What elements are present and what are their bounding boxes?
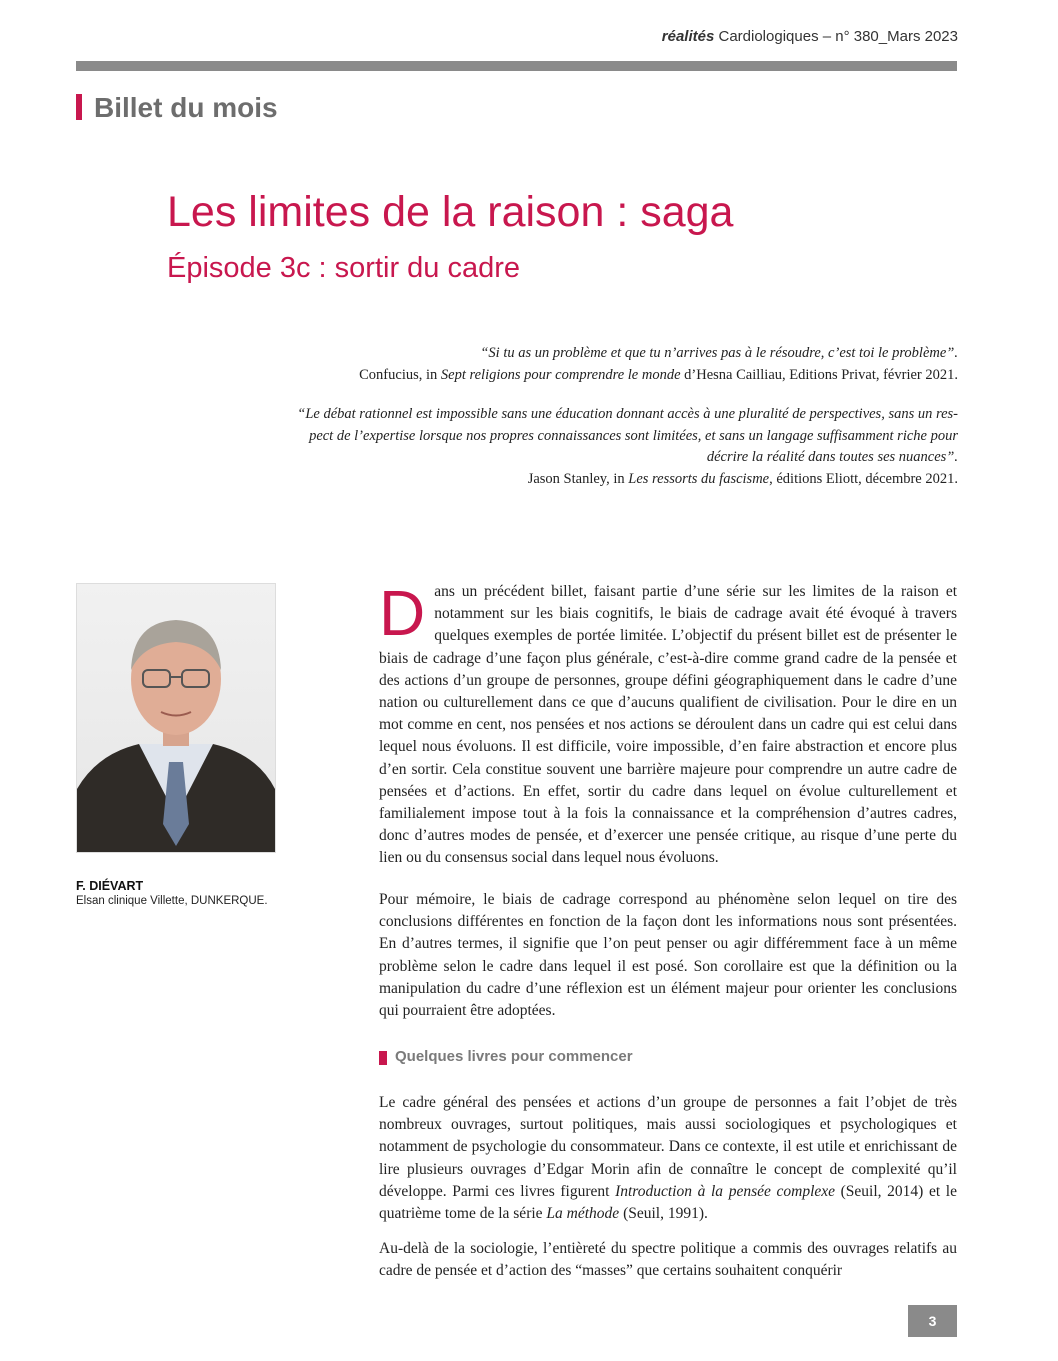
author-name: F. DIÉVART <box>76 879 144 893</box>
intro-paragraph <box>379 577 957 870</box>
paragraph-3: Le cadre général des pensées et actions d’un groupe de personnes a fait l’objet de très nombreux ouvrages, surtout politiques, mais aussi sociologiques et psychologiques et notamment de psychologie du consommateur. Dans ce contexte, il est utile et enrichissant de lire plusieurs ouvrages d’Edgar Morin afin de connaître le concept de complexité qu’il développe. Parmi ces livres figurent Introduction à la pensée complexe (Seuil, 2014) et le quatrième tome de la série La méthode (Seuil, 1991). <box>379 1094 957 1223</box>
epigraph-quote-1 <box>158 343 958 386</box>
quote-text-line: décrire la réalité dans toutes ses nuances”. <box>706 449 958 465</box>
section-label: Billet du mois <box>94 92 278 123</box>
quote-text-line: “Si tu as un problème et que tu n’arrives pas à le résoudre, c’est toi le problème”. <box>480 345 958 361</box>
quote-attribution: Jason Stanley, in Les ressorts du fascisme, éditions Eliott, décembre 2021. <box>527 470 958 487</box>
journal-name: réalités <box>661 28 715 45</box>
article-subtitle: Épisode 3c : sortir du cadre <box>167 252 521 284</box>
paragraph-2: Pour mémoire, le biais de cadrage correspond au phénomène selon lequel on tire des conclusions différentes en fonction de la façon dont les informations nous sont présentées. En d’autres termes, il signifie que l’on peut penser ou agir différemment face à un même problème selon le cadre dans lequel il est posé. Son corollaire est que la définition ou la manipulation du cadre d’une réflexion est un élément majeur pour orienter les conclusions qui pourraient être adoptées. <box>379 891 957 1020</box>
header-divider-bar <box>76 61 957 71</box>
quote-attribution: Confucius, in Sept religions pour comprendre le monde d’Hesna Cailliau, Editions Privat, février 2021. <box>359 366 958 383</box>
journal-header <box>662 28 958 45</box>
intro-text: ans un précédent billet, faisant partie d’une série sur les limites de la raison et notamment sur les biais cognitifs, le biais de cadrage avait été évoqué à travers quelques exemples de portée limitée. L’objectif du présent billet est de présenter le biais de cadrage d’une façon plus générale, c’est-à-dire comme grand cadre de la pensée et des actions d’un groupe de personnes, groupe défini géographiquement dans le cadre d’une nation ou culturellement dans ce que d’aucuns qualifient de civilisation. Pour le dire en un mot comme en cent, nos pensées et nos actions se déroulent dans un cadre qui est celui dans lequel nous évoluons. Il est difficile, voire impossible, d’en faire abstraction et encore plus d’en sortir. Cela constitue souvent une barrière majeure pour comprendre un autre cadre de pensées et d’actions. En effet, sortir du cadre dans lequel on évolue culturellement et familialement impose tout à la fois la connaissance et la compréhension d’autres cadres, donc d’autres modes de pensée, et d’exercer une pensée critique, au risque d’une perte du lien ou du consensus social dans lequel nous évoluons. <box>379 583 957 867</box>
epigraph-quote-2 <box>158 404 958 490</box>
author-photo <box>76 583 276 853</box>
subsection-label: Quelques livres pour commencer <box>395 1048 633 1065</box>
quote-text-line: pect de l’expertise lorsque nos propres connaissances sont limitées, et sans un langage suffisamment riche pour <box>309 427 958 444</box>
subsection-marker <box>379 1051 387 1065</box>
page-number: 3 <box>908 1305 957 1337</box>
issue-info: Cardiologiques – n° 380_Mars 2023 <box>718 28 958 45</box>
quote-text-line: “Le débat rationnel est impossible sans une éducation donnant accès à une pluralité de perspectives, sans un res- <box>297 406 958 422</box>
section-marker <box>76 94 82 120</box>
article-title: Les limites de la raison : saga <box>167 188 734 236</box>
paragraph-4: Au-delà de la sociologie, l’entièreté du spectre politique a commis des ouvrages relatifs au cadre de pensée et d’action des “masses” que certains souhaitent conquérir <box>379 1240 957 1280</box>
author-affiliation: Elsan clinique Villette, DUNKERQUE. <box>76 895 268 907</box>
drop-cap: D <box>379 577 426 649</box>
